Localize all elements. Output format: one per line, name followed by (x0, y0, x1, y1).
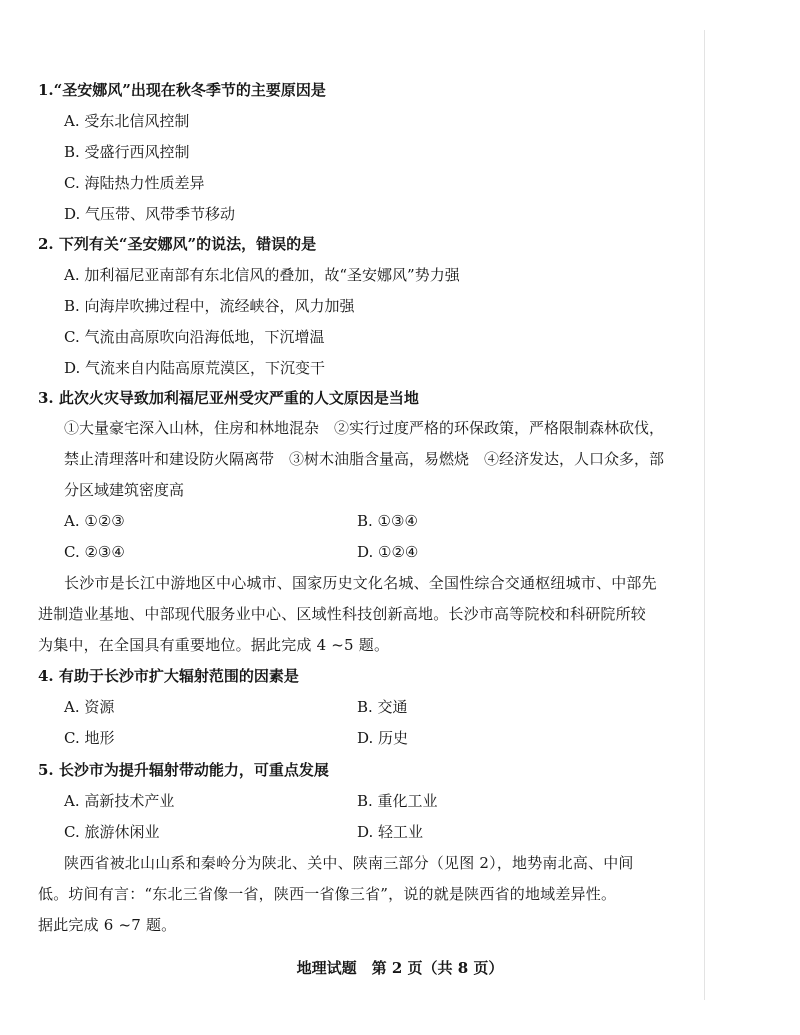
question-3-body-line-1: ①大量豪宅深入山林，住房和林地混杂 ②实行过度严格的环保政策，严格限制森林砍伐， (64, 419, 665, 437)
passage-1-line-1: 长沙市是长江中游地区中心城市、国家历史文化名城、全国性综合交通枢纽城市、中部先 (64, 574, 657, 592)
question-2-option-c: C. 气流由高原吹向沿海低地，下沉增温 (64, 328, 325, 346)
question-4-option-a: A. 资源 (64, 698, 115, 716)
question-1-option-b: B. 受盛行西风控制 (64, 143, 190, 161)
passage-2-line-3: 据此完成 6 ~7 题。 (38, 916, 177, 934)
question-5-option-a: A. 高新技术产业 (64, 792, 175, 810)
question-3-option-c: C. ②③④ (64, 543, 125, 561)
question-3-option-b: B. ①③④ (357, 512, 418, 530)
passage-2-line-2: 低。坊间有言：“东北三省像一省，陕西一省像三省”，说的就是陕西省的地域差异性。 (38, 885, 617, 903)
question-5-option-c: C. 旅游休闲业 (64, 823, 160, 841)
question-1-stem: 1.“圣安娜风”出现在秋冬季节的主要原因是 (38, 81, 326, 99)
question-2-option-d: D. 气流来自内陆高原荒漠区，下沉变干 (64, 359, 326, 377)
question-5-option-b: B. 重化工业 (357, 792, 438, 810)
question-4-option-c: C. 地形 (64, 729, 115, 747)
question-1-option-a: A. 受东北信风控制 (64, 112, 190, 130)
question-3-option-a: A. ①②③ (64, 512, 125, 530)
question-5-option-d: D. 轻工业 (357, 823, 424, 841)
question-4-option-b: B. 交通 (357, 698, 408, 716)
question-2-option-a: A. 加利福尼亚南部有东北信风的叠加，故“圣安娜风”势力强 (64, 266, 460, 284)
question-2-option-b: B. 向海岸吹拂过程中，流经峡谷，风力加强 (64, 297, 355, 315)
question-2-stem: 2. 下列有关“圣安娜风”的说法，错误的是 (38, 235, 317, 253)
passage-1-line-2: 进制造业基地、中部现代服务业中心、区域性科技创新高地。长沙市高等院校和科研院所较 (38, 605, 647, 623)
passage-2-line-1: 陕西省被北山山系和秦岭分为陕北、关中、陕南三部分（见图 2），地势南北高、中间 (64, 854, 634, 872)
question-5-stem: 5. 长沙市为提升辐射带动能力，可重点发展 (38, 761, 329, 779)
page-footer: 地理试题 第 2 页（共 8 页） (296, 959, 504, 977)
question-4-option-d: D. 历史 (357, 729, 409, 747)
question-3-stem: 3. 此次火灾导致加利福尼亚州受灾严重的人文原因是当地 (38, 389, 419, 407)
question-3-body-line-3: 分区域建筑密度高 (64, 481, 185, 499)
question-1-option-c: C. 海陆热力性质差异 (64, 174, 205, 192)
question-3-option-d: D. ①②④ (357, 543, 419, 561)
question-1-option-d: D. 气压带、风带季节移动 (64, 205, 236, 223)
scan-edge-line (704, 30, 705, 1000)
passage-1-line-3: 为集中，在全国具有重要地位。据此完成 4 ~5 题。 (38, 636, 390, 654)
question-4-stem: 4. 有助于长沙市扩大辐射范围的因素是 (38, 667, 299, 685)
question-3-body-line-2: 禁止清理落叶和建设防火隔离带 ③树木油脂含量高，易燃烧 ④经济发达，人口众多，部 (64, 450, 665, 468)
